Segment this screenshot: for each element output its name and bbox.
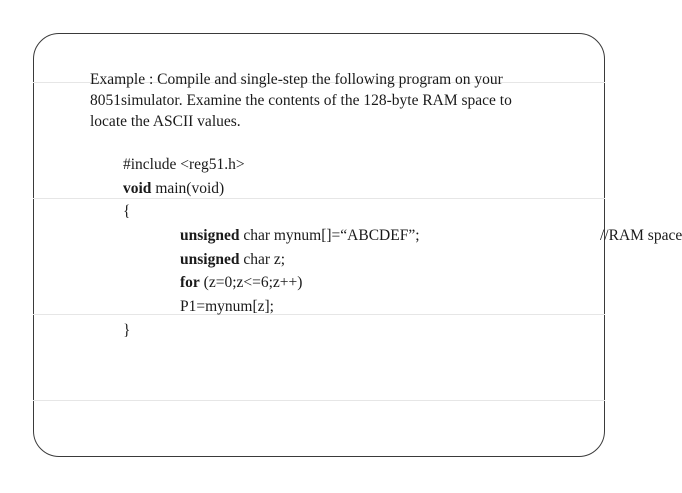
for-loop-line [123, 271, 420, 295]
array-declaration-line [123, 224, 682, 248]
intro-line: Example : Compile and single-step the following program on your [90, 71, 503, 88]
unsigned-keyword: unsigned [180, 227, 240, 245]
include-line: #include <reg51.h> [123, 156, 245, 173]
ram-space-comment: //RAM space [600, 227, 682, 245]
variable-declaration-line [123, 248, 420, 272]
for-keyword: for [180, 274, 200, 292]
grid-line [33, 400, 605, 401]
main-signature-text: main(void) [151, 179, 225, 197]
code-block [123, 153, 682, 343]
port-assignment-line: P1=mynum[z]; [180, 298, 274, 316]
main-signature-line [123, 177, 420, 201]
unsigned-keyword: unsigned [180, 250, 240, 268]
for-loop-text: (z=0;z<=6;z++) [199, 274, 303, 292]
void-keyword: void [123, 179, 152, 197]
array-declaration-text: char mynum[]=“ABCDEF”; [239, 227, 420, 245]
intro-line: locate the ASCII values. [90, 113, 241, 130]
open-brace: { [123, 203, 131, 221]
variable-declaration-text: char z; [239, 250, 286, 268]
intro-line: 8051simulator. Examine the contents of the 128-byte RAM space to [90, 92, 512, 109]
close-brace: } [123, 321, 131, 339]
intro-paragraph [90, 69, 590, 132]
